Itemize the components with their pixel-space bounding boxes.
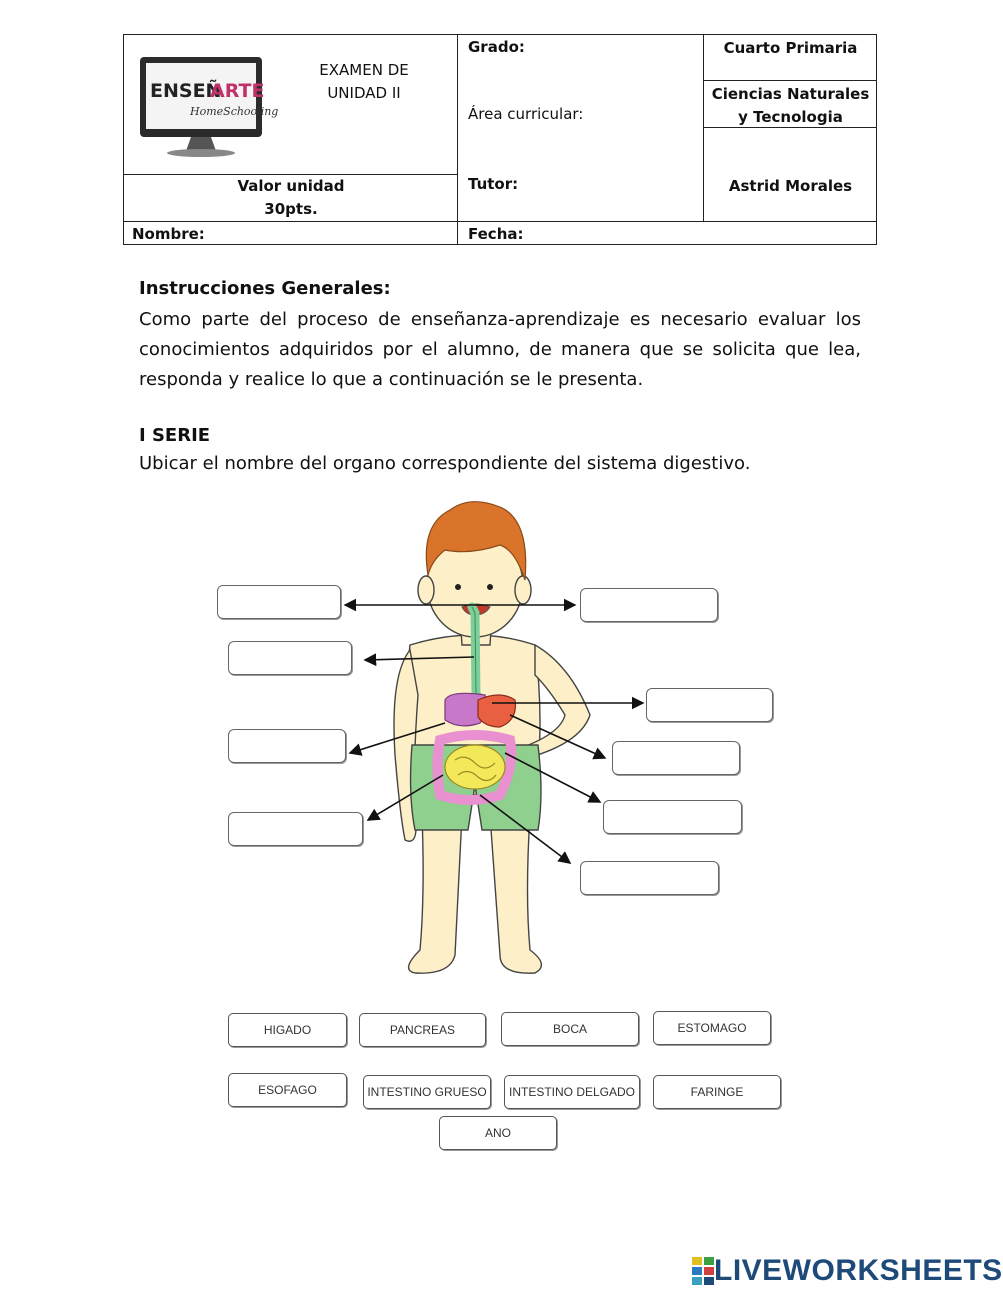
word-tile-estomago[interactable]: ESTOMAGO	[653, 1011, 771, 1045]
word-tile-faringe[interactable]: FARINGE	[653, 1075, 781, 1109]
answer-box-1[interactable]	[217, 585, 341, 619]
word-tile-intestino-grueso[interactable]: INTESTINO GRUESO	[363, 1075, 491, 1109]
answer-box-3[interactable]	[228, 641, 352, 675]
area-value-line1: Ciencias Naturales	[711, 85, 870, 103]
logo-text-accent: ARTE	[210, 80, 265, 102]
word-tile-intestino-delgado[interactable]: INTESTINO DELGADO	[504, 1075, 640, 1109]
serie-heading: I SERIE	[139, 425, 211, 446]
answer-box-5[interactable]	[228, 729, 346, 763]
school-logo	[136, 55, 279, 159]
exam-header-table	[123, 34, 877, 245]
fecha-label: Fecha:	[468, 225, 524, 243]
instructions-heading: Instrucciones Generales:	[139, 278, 391, 299]
divider	[124, 221, 876, 222]
area-label: Área curricular:	[468, 105, 584, 123]
tutor-label: Tutor:	[468, 175, 519, 193]
exam-title	[294, 59, 434, 105]
liveworksheets-brand	[692, 1254, 1003, 1288]
tutor-value: Astrid Morales	[728, 177, 853, 195]
nombre-label: Nombre:	[132, 225, 205, 243]
word-tile-higado[interactable]: HIGADO	[228, 1013, 347, 1047]
answer-box-2[interactable]	[580, 588, 718, 622]
liveworksheets-brand-text: LIVEWORKSHEETS	[714, 1254, 1003, 1287]
area-value	[704, 83, 877, 129]
unit-value-points: 30pts.	[264, 200, 318, 218]
answer-box-7[interactable]	[603, 800, 742, 834]
exam-title-line2: UNIDAD II	[327, 84, 401, 102]
answer-box-8[interactable]	[228, 812, 363, 846]
serie-prompt: Ubicar el nombre del organo correspondiente del sistema digestivo.	[139, 453, 751, 474]
grado-label: Grado:	[468, 38, 525, 56]
logo-text-sub: HomeSchooling	[190, 105, 279, 118]
answer-box-9[interactable]	[580, 861, 719, 895]
unit-value-label: Valor unidad	[237, 177, 345, 195]
exam-title-line1: EXAMEN DE	[319, 61, 409, 79]
area-value-line2: y Tecnologia	[738, 108, 843, 126]
word-tile-ano[interactable]: ANO	[439, 1116, 557, 1150]
liveworksheets-logo-icon	[692, 1257, 714, 1285]
instructions-body: Como parte del proceso de enseñanza-aprendizaje es necesario evaluar los conocimientos adquiridos por el alumno, de manera que se solicita que lea, responda y realice lo que a continuación se le presenta.	[139, 309, 861, 390]
divider	[703, 80, 876, 81]
unit-value	[124, 175, 458, 221]
word-tile-pancreas[interactable]: PANCREAS	[359, 1013, 486, 1047]
logo-text-main: ENSEÑ	[150, 80, 222, 102]
answer-box-4[interactable]	[646, 688, 773, 722]
word-tile-boca[interactable]: BOCA	[501, 1012, 639, 1046]
word-tile-esofago[interactable]: ESOFAGO	[228, 1073, 347, 1107]
grado-value: Cuarto Primaria	[723, 39, 858, 57]
answer-box-6[interactable]	[612, 741, 740, 775]
